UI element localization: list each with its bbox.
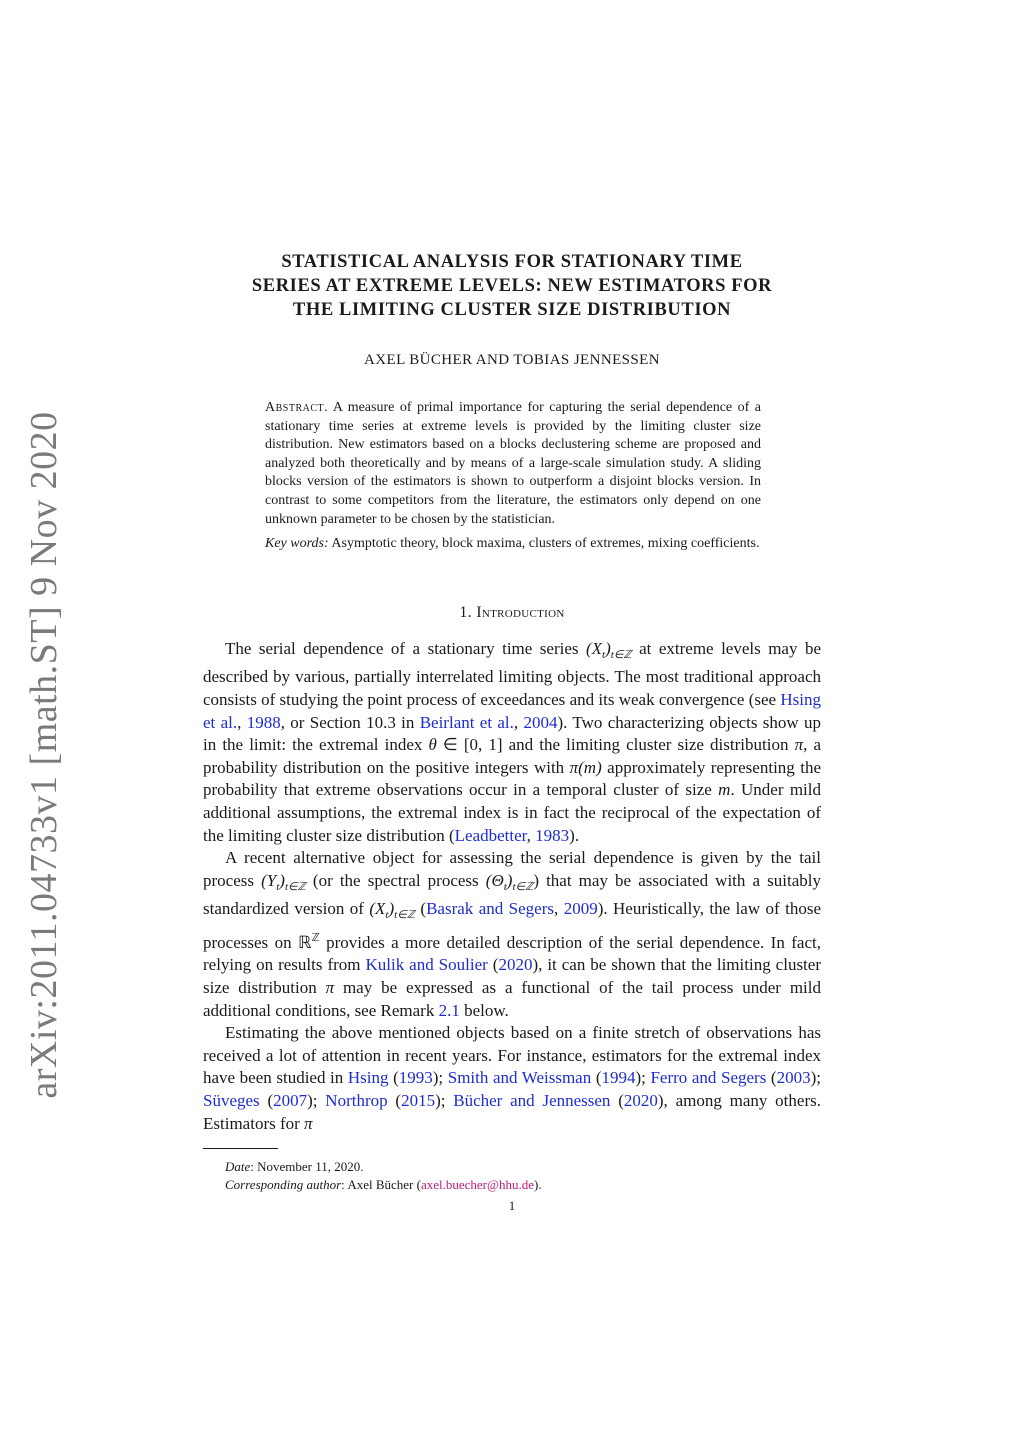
text: (: [259, 1091, 274, 1111]
text: The serial dependence of a stationary time series: [225, 638, 586, 658]
text: below.: [459, 1000, 509, 1020]
text: , a probability distribution on the positive integers with: [203, 735, 821, 777]
text: , or Section 10.3 in: [280, 712, 420, 732]
footnote-date: [225, 1158, 821, 1176]
text: . Under mild additional assumptions, the extremal index is in fact the reciprocal of the expectation of the limiting cluster size distribution (: [203, 780, 821, 845]
text: ∈ [0, 1] and the limiting cluster size distribution: [436, 735, 795, 755]
math: π: [325, 978, 335, 998]
abstract: [265, 399, 761, 554]
citation-year-link[interactable]: 2009: [563, 899, 598, 919]
citation-year-link[interactable]: 2020: [498, 955, 533, 975]
text: (or the spectral process: [305, 870, 486, 890]
footnote-author: [225, 1176, 821, 1194]
title-line: STATISTICAL ANALYSIS FOR STATIONARY TIME: [281, 252, 743, 272]
intro-paragraph-3: [203, 1022, 821, 1135]
math-subscript: t: [385, 909, 389, 922]
citation-link[interactable]: Bücher and Jennessen: [453, 1091, 611, 1111]
abstract-text: A measure of primal importance for capturing the serial dependence of a stationary time series at extreme levels is provided by the limiting cluster size distribution. New estimators based on a blocks declustering scheme are proposed and analyzed both theoretically and by means of a large-scale simulation study. A sliding blocks version of the estimators is shown to outperform a disjoint blocks version. In contrast to some competitors from the literature, the estimators only depend on one unknown parameter to be chosen by the statistician.: [265, 400, 762, 527]
math: m: [718, 780, 731, 800]
citation-link[interactable]: Smith and Weissman: [447, 1068, 592, 1088]
math: ): [279, 870, 285, 890]
math: ): [605, 638, 611, 658]
title-line: SERIES AT EXTREME LEVELS: NEW ESTIMATORS FOR: [251, 276, 773, 296]
abstract-heading: Abstract.: [265, 400, 329, 415]
page-number: 1: [508, 1198, 516, 1214]
citation-link[interactable]: Basrak and Segers: [426, 899, 555, 919]
math-subscript: t∈ℤ: [610, 648, 632, 661]
citation-link[interactable]: Northrop: [325, 1091, 388, 1111]
citation-link[interactable]: Süveges: [203, 1091, 260, 1111]
text: );: [307, 1091, 326, 1111]
citation-link[interactable]: Beirlant et al.: [419, 712, 514, 732]
remark-link[interactable]: 2.1: [438, 1000, 460, 1020]
citation-link[interactable]: Hsing: [347, 1068, 389, 1088]
citation-link[interactable]: Ferro and Segers: [650, 1068, 767, 1088]
text: A recent alternative object for assessing the serial dependence is given by the tail process: [203, 848, 821, 890]
math-subscript: t∈ℤ: [284, 880, 306, 893]
text: Estimating the above mentioned objects based on a finite stretch of observations has received a lot of attention in recent years. For instance, estimators for the extremal index have been studied in: [203, 1023, 821, 1088]
citation-year-link[interactable]: 2015: [401, 1091, 436, 1111]
footnote-rule: [203, 1148, 278, 1149]
text: may be expressed as a functional of the tail process under mild additional conditions, see Remark: [203, 978, 821, 1020]
math-subscript: t∈ℤ: [512, 880, 534, 893]
math: π(m): [569, 757, 602, 777]
text: ), it can be shown that the limiting cluster size distribution: [203, 955, 821, 998]
author-list: AXEL BÜCHER AND TOBIAS JENNESSEN: [364, 352, 660, 368]
footnote-author-value: : Axel Bücher (: [341, 1177, 421, 1193]
text: );: [635, 1068, 651, 1088]
citation-link[interactable]: Kulik and Soulier: [365, 955, 488, 975]
text: ) that may be associated with a suitably standardized version of: [203, 870, 821, 919]
math: ): [388, 899, 395, 919]
math-subscript: t: [276, 880, 280, 893]
footnote-author-end: ).: [534, 1177, 542, 1193]
keywords-text: Asymptotic theory, block maxima, clusters of extremes, mixing coefficients.: [331, 536, 760, 552]
arxiv-stamp: arXiv:2011.04733v1 [math.ST] 9 Nov 2020: [23, 411, 65, 1099]
math: (X: [585, 638, 603, 658]
footnotes: [203, 1158, 821, 1194]
text: (: [387, 1091, 402, 1111]
text: ,: [554, 899, 564, 919]
paper-title: [203, 250, 821, 322]
email-link[interactable]: axel.buecher@hhu.de: [420, 1177, 535, 1193]
citation-year-link[interactable]: 1994: [601, 1068, 636, 1088]
section-heading: [203, 604, 821, 622]
math-subscript: t: [503, 880, 507, 893]
text: );: [432, 1068, 448, 1088]
intro-paragraph-1: [203, 638, 821, 847]
text: );: [435, 1091, 454, 1111]
arxiv-sidebar: [14, 411, 74, 1099]
text: (: [610, 1091, 624, 1111]
math: (X: [369, 899, 386, 919]
abstract-body: [265, 399, 761, 529]
citation-year-link[interactable]: 1993: [398, 1068, 433, 1088]
text: ). Two characterizing objects show up in the limit: the extremal index: [203, 712, 821, 755]
section-number: 1.: [459, 603, 472, 621]
text: approximately representing the probability that extreme observations occur in a temporal cluster of size: [203, 757, 821, 800]
text: ), among many others. Estimators for: [203, 1091, 821, 1133]
math-subscript: t: [602, 648, 606, 661]
citation-link[interactable]: Hsing et al.: [203, 689, 821, 732]
citation-year-link[interactable]: 2020: [623, 1091, 658, 1111]
footnote-author-label: Corresponding author: [225, 1177, 342, 1193]
text: ).: [569, 825, 580, 845]
math: θ: [428, 735, 437, 755]
text: (: [388, 1068, 399, 1088]
footnote-date-label: Date: [225, 1159, 251, 1175]
math: (Y: [261, 870, 277, 890]
citation-year-link[interactable]: 2004: [523, 712, 558, 732]
citation-year-link[interactable]: 2007: [273, 1091, 308, 1111]
text: (: [487, 955, 499, 975]
math: π: [794, 735, 804, 755]
math: ): [506, 870, 513, 890]
text: (: [766, 1068, 777, 1088]
math-subscript: t∈ℤ: [394, 909, 415, 922]
text: ,: [526, 825, 536, 845]
citation-year-link[interactable]: 2003: [776, 1068, 811, 1088]
title-line: THE LIMITING CLUSTER SIZE DISTRIBUTION: [292, 300, 732, 320]
citation-year-link[interactable]: 1983: [535, 825, 570, 845]
paper-page: [203, 250, 821, 1214]
citation-year-link[interactable]: 1988: [246, 712, 281, 732]
citation-link[interactable]: Leadbetter: [454, 825, 527, 845]
math: (Θ: [485, 870, 504, 890]
text: (: [591, 1068, 602, 1088]
text: (: [415, 899, 427, 919]
section-title: Introduction: [476, 603, 565, 621]
intro-paragraph-2: [203, 847, 821, 1022]
keywords-label: Key words:: [265, 536, 329, 552]
text: provides a more detailed description of the serial dependence. In fact, relying on results from: [203, 932, 821, 975]
text: );: [810, 1068, 821, 1088]
text: ,: [513, 712, 524, 732]
math: π: [304, 1113, 313, 1133]
math-superscript: ℤ: [311, 931, 320, 944]
text: ). Heuristically, the law of those processes on ℝ: [203, 899, 821, 952]
footnote-date-value: : November 11, 2020.: [250, 1159, 364, 1175]
text: ,: [237, 712, 247, 732]
text: at extreme levels may be described by various, partially interrelated limiting objects. The most traditional approach consists of studying the point process of exceedances and its weak convergence (see: [203, 638, 821, 709]
keywords: [265, 535, 761, 554]
